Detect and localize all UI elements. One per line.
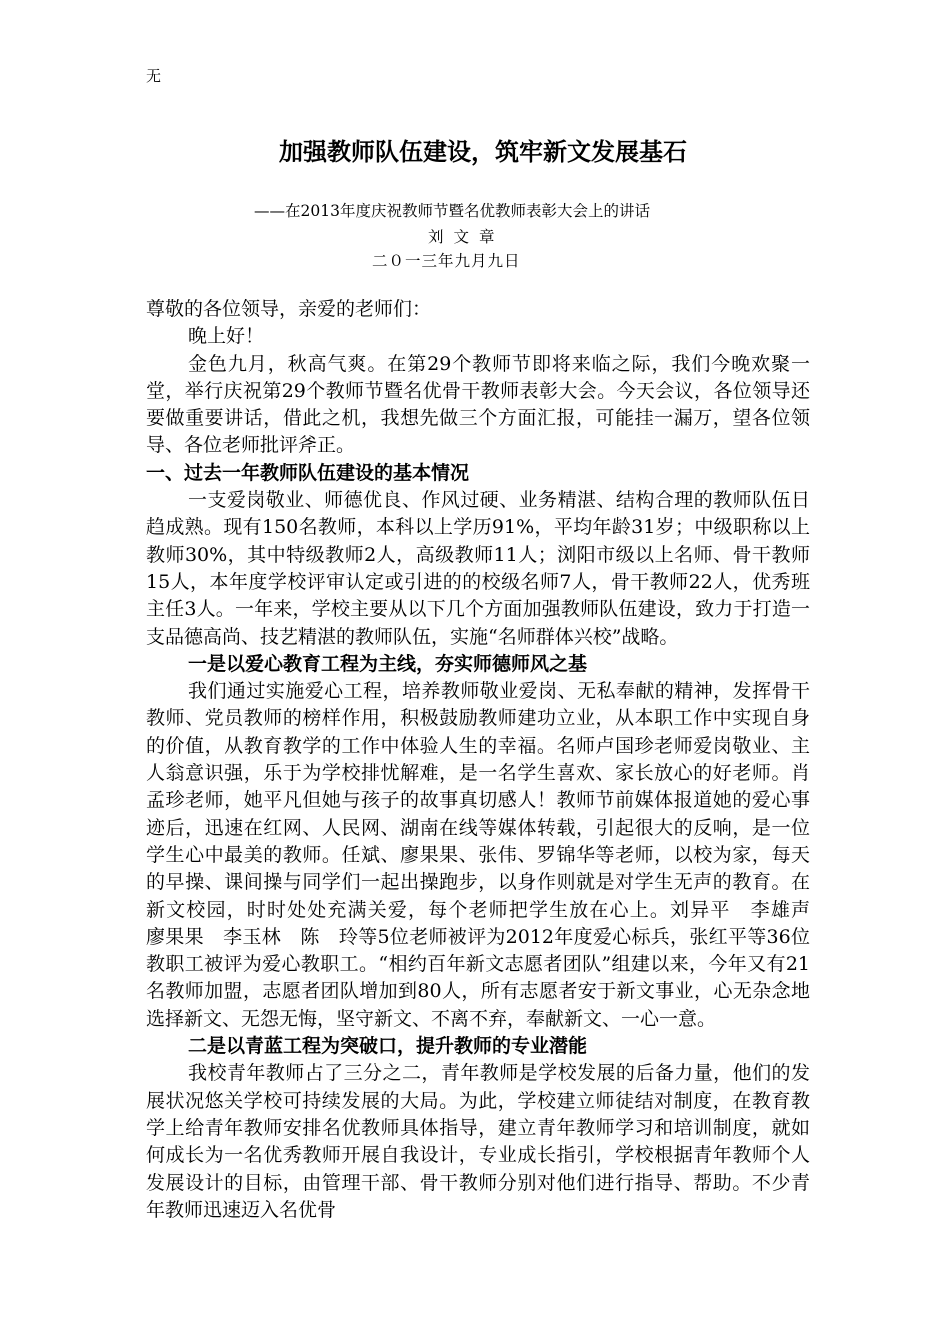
document-body xyxy=(146,296,830,1224)
document-subtitle: ——在2013年度庆祝教师节暨名优教师表彰大会上的讲话 xyxy=(254,202,650,220)
greeting: 晚上好！ xyxy=(188,325,265,348)
section-1-paragraph: 一支爱岗敬业、师德优良、作风过硬、业务精湛、结构合理的教师队伍日趋成熟。现有150名教师，本科以上学历91%，平均年龄31岁；中级职称以上教师30%，其中特级教师2人，高级教师11人；浏阳市级以上名师、骨干教师15人，本年度学校评审认定或引进的的校级名师7人，骨干教师22人，优秀班主任3人。一年来，学校主要从以下几个方面加强教师队伍建设，致力于打造一支品德高尚、技艺精湛的教师队伍，实施“名师群体兴校”战略。 xyxy=(146,489,810,648)
subsection-heading-1: 一是以爱心教育工程为主线，夯实师德师风之基 xyxy=(188,652,588,675)
header-mark: 无 xyxy=(146,67,162,85)
subsection-2-paragraph: 我校青年教师占了三分之二，青年教师是学校发展的后备力量，他们的发展状况悠关学校可持续发展的大局。为此，学校建立师徒结对制度，在教育教学上给青年教师安排名优教师具体指导，建立青年教师学习和培训制度，就如何成长为一名优秀教师开展自我设计，专业成长指引，学校根据青年教师个人发展设计的目标，由管理干部、骨干教师分别对他们进行指导、帮助。不少青年教师迅速迈入名优骨 xyxy=(146,1062,810,1221)
intro-paragraph: 金色九月，秋高气爽。在第29个教师节即将来临之际，我们今晚欢聚一堂，举行庆祝第29个教师节暨名优骨干教师表彰大会。今天会议，各位领导还要做重要讲话，借此之机，我想先做三个方面汇报，可能挂一漏万，望各位领导、各位老师批评斧正。 xyxy=(146,352,810,457)
document-title: 加强教师队伍建设，筑牢新文发展基石 xyxy=(279,138,687,166)
subsection-heading-2: 二是以青蓝工程为突破口，提升教师的专业潜能 xyxy=(188,1035,588,1058)
speech-date: 二０一三年九月九日 xyxy=(372,252,521,270)
subsection-1-paragraph: 我们通过实施爱心工程，培养教师敬业爱岗、无私奉献的精神，发挥骨干教师、党员教师的榜样作用，积极鼓励教师建功立业，从本职工作中实现自身的价值，从教育教学的工作中体验人生的幸福。名师卢国珍老师爱岗敬业、主人翁意识强，乐于为学校排忧解难，是一名学生喜欢、家长放心的好老师。肖孟珍老师，她平凡但她与孩子的故事真切感人！教师节前媒体报道她的爱心事迹后，迅速在红网、人民网、湖南在线等媒体转载，引起很大的反响，是一位学生心中最美的教师。任斌、廖果果、张伟、罗锦华等老师，以校为家，每天的早操、课间操与同学们一起出操跑步，以身作则就是对学生无声的教育。在新文校园，时时处处充满关爱，每个老师把学生放在心上。刘异平 李雄声 廖果果 李玉林 陈 玲等5位老师被评为2012年度爱心标兵，张红平等36位教职工被评为爱心教职工。“相约百年新文志愿者团队”组建以来，今年又有21名教师加盟，志愿者团队增加到80人，所有志愿者安于新文事业，心无杂念地选择新文、无怨无悔，坚守新文、不离不弃，奉献新文、一心一意。 xyxy=(146,680,830,1030)
salutation: 尊敬的各位领导，亲爱的老师们： xyxy=(146,298,432,320)
author-name: 刘文章 xyxy=(428,228,505,246)
section-heading-1: 一、过去一年教师队伍建设的基本情况 xyxy=(146,461,470,484)
